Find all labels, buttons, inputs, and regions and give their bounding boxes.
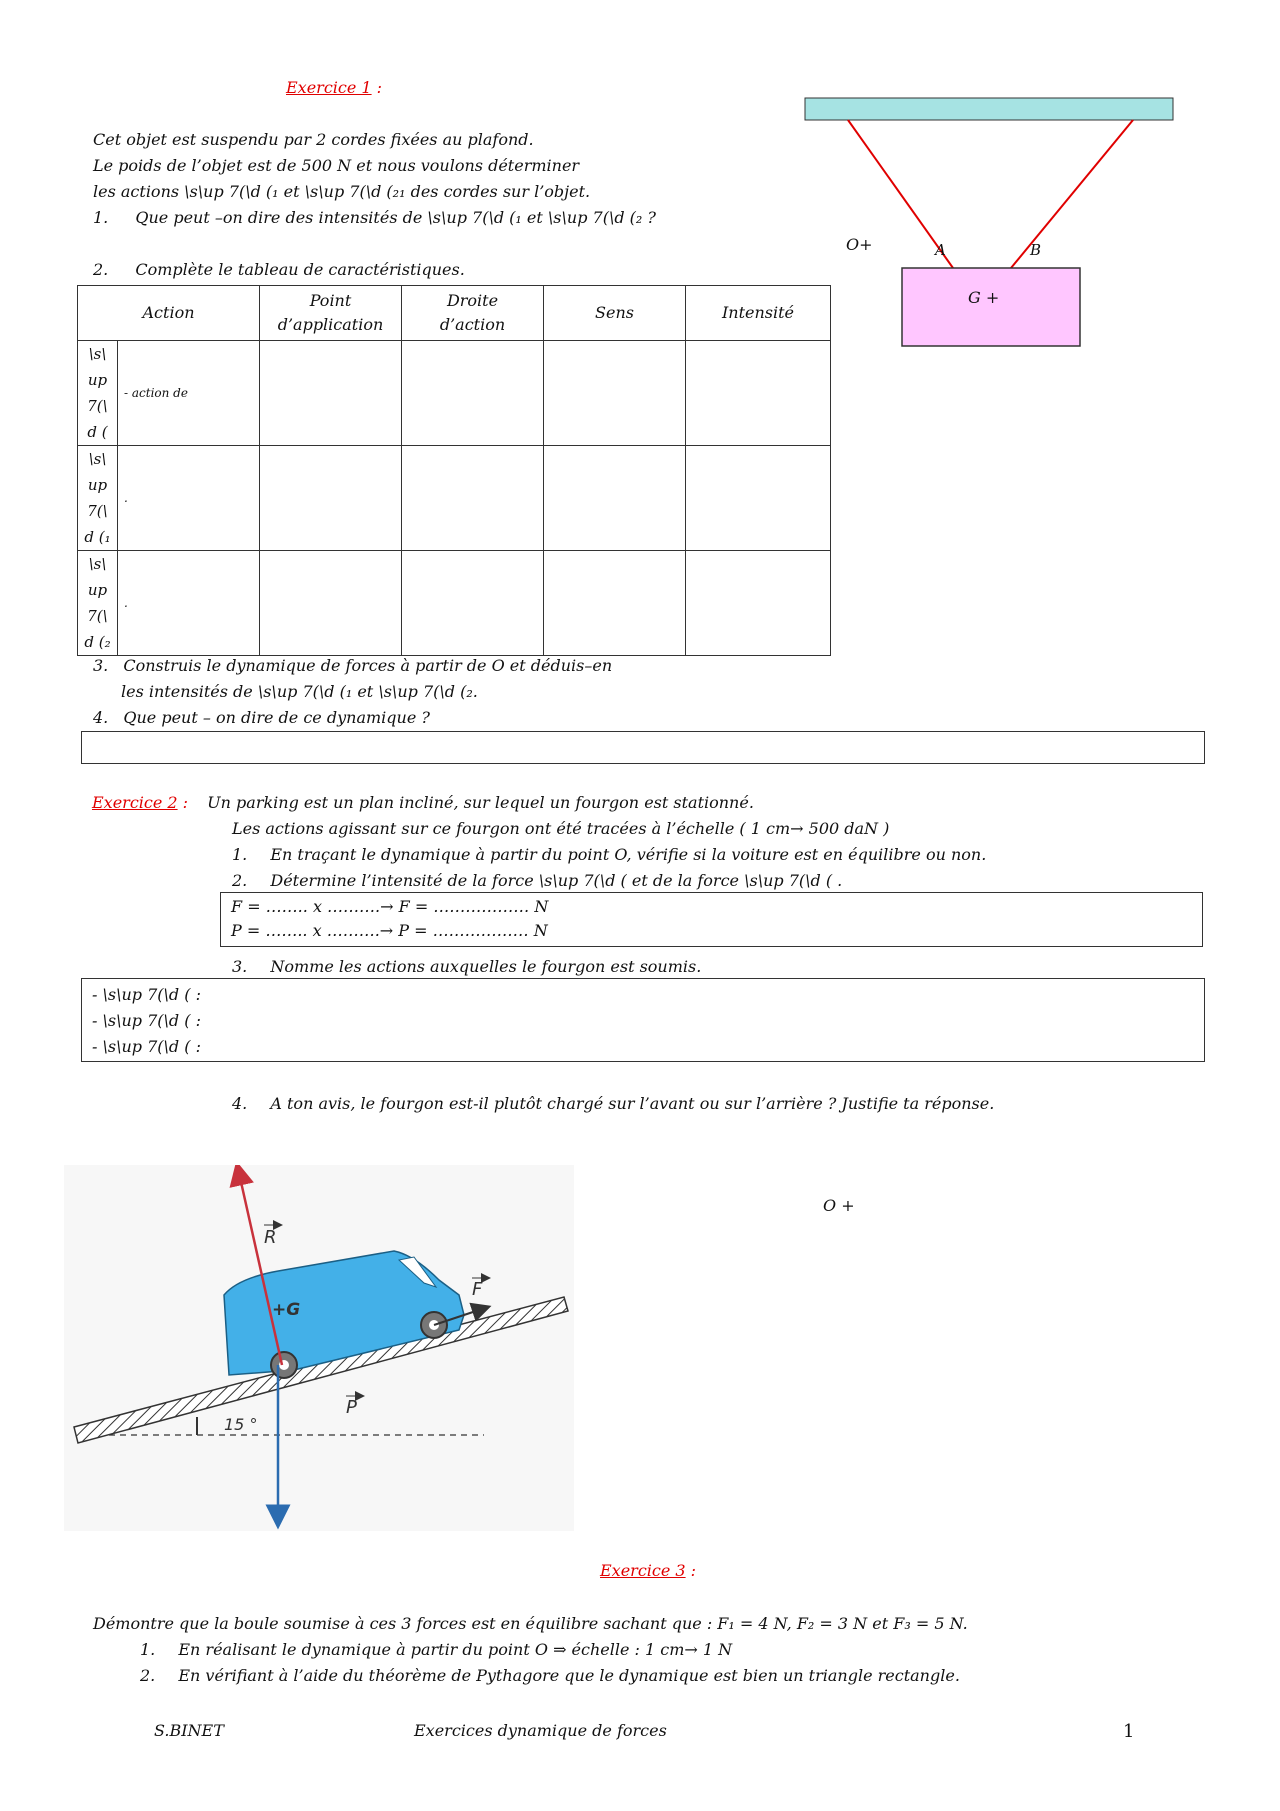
- table-cell[interactable]: [544, 341, 686, 446]
- action-line: - \s\up 7(\d ( :: [92, 1011, 201, 1030]
- ex2-q3-num: 3.: [232, 957, 248, 976]
- footer-page-number: 1: [1123, 1721, 1135, 1742]
- calc-line-f: F = …….. x ……….→ F = ……………… N: [231, 897, 549, 916]
- table-row: [78, 446, 831, 551]
- ex1-q4-text: Que peut – on dire de ce dynamique ?: [123, 708, 430, 727]
- ex3-q2-num: 2.: [140, 1666, 156, 1685]
- table-cell[interactable]: [544, 446, 686, 551]
- ex1-question-2: [93, 260, 465, 279]
- row-sub: - action de: [118, 341, 260, 446]
- characteristics-table: [77, 285, 831, 656]
- ex2-q1-text: En traçant le dynamique à partir du point O, vérifie si la voiture est en équilibre ou non.: [270, 845, 987, 864]
- table-cell[interactable]: [402, 446, 544, 551]
- table-header-row: [78, 286, 831, 341]
- table-cell[interactable]: [260, 551, 402, 656]
- ex1-title: Exercice 1: [286, 78, 372, 97]
- ex2-point-o: O +: [823, 1196, 855, 1215]
- footer-author: S.BINET: [154, 1721, 224, 1740]
- ex3-q2-text: En vérifiant à l’aide du théorème de Pythagore que le dynamique est bien un triangle rectangle.: [178, 1666, 960, 1685]
- ex3-heading: [600, 1561, 696, 1580]
- ex1-colon: :: [371, 78, 383, 97]
- ex2-question-1: [232, 845, 986, 864]
- ex2-intro: Un parking est un plan incliné, sur lequel un fourgon est stationné.: [207, 793, 754, 812]
- label-g: +G: [272, 1300, 301, 1320]
- header-sens: Sens: [544, 286, 686, 341]
- action-line: - \s\up 7(\d ( :: [92, 985, 201, 1004]
- point-a: A: [935, 241, 946, 259]
- ex1-q4-num: 4.: [93, 708, 109, 727]
- table-cell[interactable]: [260, 446, 402, 551]
- label-r: R: [264, 1227, 277, 1248]
- ex1-q3-text-b: les intensités de \s\up 7(\d (₁ et \s\up 7(\d (₂.: [121, 682, 478, 701]
- header-point: Point d’application: [260, 286, 402, 341]
- ex2-q4-text: A ton avis, le fourgon est-il plutôt chargé sur l’avant ou sur l’arrière ? Justifie ta réponse.: [270, 1094, 995, 1113]
- header-droite: Droite d’action: [402, 286, 544, 341]
- ex1-line-1: Cet objet est suspendu par 2 cordes fixées au plafond.: [93, 130, 534, 149]
- ex1-q2-text: Complète le tableau de caractéristiques.: [135, 260, 465, 279]
- ceiling: [805, 98, 1173, 120]
- label-p: P: [346, 1397, 357, 1418]
- ex3-question-2: [140, 1666, 960, 1685]
- ex1-answer-box[interactable]: [81, 731, 1205, 764]
- ex2-colon: :: [177, 793, 189, 812]
- point-b: B: [1030, 241, 1042, 259]
- ex1-q3-num: 3.: [93, 656, 109, 675]
- label-f: F: [472, 1279, 483, 1300]
- ex2-q4-num: 4.: [232, 1094, 248, 1113]
- ex1-q2-num: 2.: [93, 260, 109, 279]
- table-row: [78, 341, 831, 446]
- ex2-q3-text: Nomme les actions auxquelles le fourgon est soumis.: [270, 957, 702, 976]
- ex2-question-2: [232, 871, 842, 890]
- ex1-line-2: Le poids de l’objet est de 500 N et nous voulons déterminer: [93, 156, 580, 175]
- ex1-question-4: [93, 708, 430, 727]
- van-incline-figure: [64, 1165, 574, 1531]
- row-sub: .: [118, 446, 260, 551]
- ex2-question-3: [232, 957, 701, 976]
- ex2-title: Exercice 2: [92, 793, 178, 812]
- ex2-calc-box[interactable]: [220, 892, 1203, 947]
- table-cell[interactable]: [686, 551, 831, 656]
- ex1-line-3: les actions \s\up 7(\d (₁ et \s\up 7(\d (₂₁ des cordes sur l’objet.: [93, 182, 591, 201]
- header-action: Action: [78, 286, 260, 341]
- table-cell[interactable]: [544, 551, 686, 656]
- ex3-title: Exercice 3: [600, 1561, 686, 1580]
- table-row: [78, 551, 831, 656]
- header-intensite: Intensité: [686, 286, 831, 341]
- ex2-q2-num: 2.: [232, 871, 248, 890]
- action-line: - \s\up 7(\d ( :: [92, 1037, 201, 1056]
- calc-line-p: P = …….. x ……….→ P = ……………… N: [231, 921, 548, 940]
- point-o: O+: [846, 235, 873, 254]
- ex2-q1-num: 1.: [232, 845, 248, 864]
- ex3-question-1: [140, 1640, 732, 1659]
- angle-label: 15 °: [224, 1415, 258, 1434]
- suspended-box: [902, 268, 1080, 346]
- ex3-q1-num: 1.: [140, 1640, 156, 1659]
- point-g: G +: [968, 288, 1000, 307]
- ex2-scale: Les actions agissant sur ce fourgon ont été tracées à l’échelle ( 1 cm→ 500 daN ): [232, 819, 890, 838]
- row-label: \s\ up 7(\ d (: [78, 341, 118, 446]
- ex1-q1-num: 1.: [93, 208, 109, 227]
- ex2-actions-box[interactable]: [81, 978, 1205, 1062]
- table-cell[interactable]: [260, 341, 402, 446]
- ex2-question-4: [232, 1094, 994, 1113]
- ex3-intro: Démontre que la boule soumise à ces 3 forces est en équilibre sachant que : F₁ = 4 N, F₂ = 3 N et F₃ = 5 N.: [93, 1614, 968, 1633]
- table-cell[interactable]: [686, 446, 831, 551]
- ex1-heading: [286, 78, 382, 97]
- ex3-colon: :: [685, 1561, 697, 1580]
- ex1-question-3: [93, 656, 612, 675]
- suspended-object-diagram: [780, 90, 1180, 360]
- footer-title: Exercices dynamique de forces: [414, 1721, 667, 1740]
- row-label: \s\ up 7(\ d (₁: [78, 446, 118, 551]
- table-cell[interactable]: [402, 551, 544, 656]
- ex2-q2-text: Détermine l’intensité de la force \s\up 7(\d ( et de la force \s\up 7(\d ( .: [270, 871, 843, 890]
- ex1-question-1: [93, 208, 656, 227]
- ex1-q3-text-a: Construis le dynamique de forces à partir de O et déduis–en: [123, 656, 613, 675]
- table-cell[interactable]: [402, 341, 544, 446]
- ex2-heading: [92, 793, 754, 812]
- ex1-q1-text: Que peut –on dire des intensités de \s\up 7(\d (₁ et \s\up 7(\d (₂ ?: [135, 208, 656, 227]
- row-sub: .: [118, 551, 260, 656]
- ex3-q1-text: En réalisant le dynamique à partir du point O ⇒ échelle : 1 cm→ 1 N: [178, 1640, 733, 1659]
- row-label: \s\ up 7(\ d (₂: [78, 551, 118, 656]
